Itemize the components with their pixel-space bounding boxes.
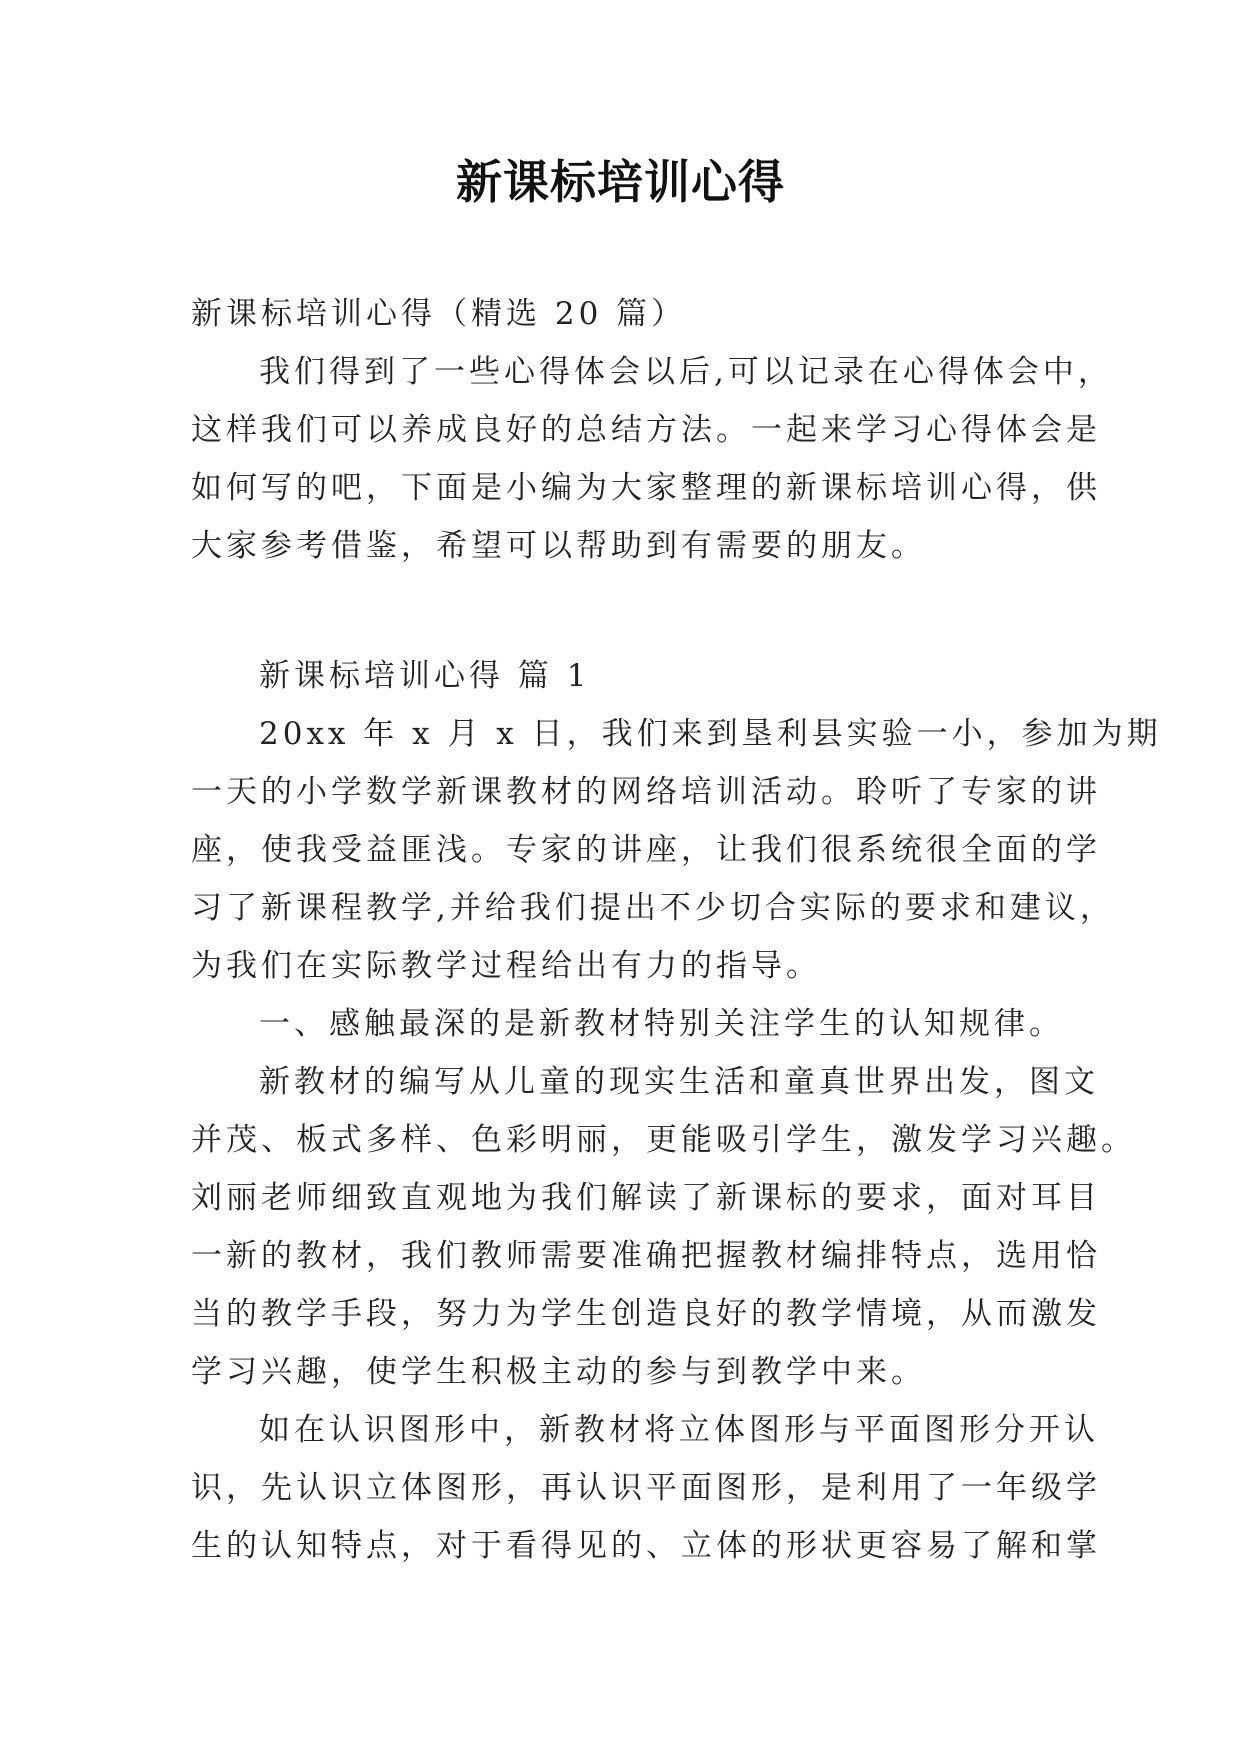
paragraph-line: 刘丽老师细致直观地为我们解读了新课标的要求，面对耳目 [191,1180,1101,1216]
paragraph-2 [191,1053,1136,1401]
document-body [191,285,1162,1575]
paragraph-line: 当的教学手段，努力为学生创造良好的教学情境，从而激发 [191,1296,1101,1332]
paragraph-line: 一天的小学数学新课教材的网络培训活动。聆听了专家的讲 [191,774,1101,810]
section-spacer [191,575,1053,647]
paragraph-line: 座，使我受益匪浅。专家的讲座，让我们很系统很全面的学 [191,832,1101,868]
paragraph-line: 习了新课程教学,并给我们提出不少切合实际的要求和建议， [191,890,1115,926]
paragraph-1 [191,705,1162,995]
paragraph-line: 这样我们可以养成良好的总结方法。一起来学习心得体会是 [191,412,1101,448]
paragraph-line: 我们得到了一些心得体会以后,可以记录在心得体会中， [259,354,1113,390]
document-title: 新课标培训心得 [456,155,785,209]
subtitle: 新课标培训心得（精选 20 篇） [191,296,687,332]
paragraph-line: 识，先认识立体图形，再认识平面图形，是利用了一年级学 [191,1470,1101,1506]
intro-paragraph [191,343,1113,575]
paragraph-line: 学习兴趣，使学生积极主动的参与到教学中来。 [191,1354,926,1390]
paragraph-line: 一新的教材，我们教师需要准确把握教材编排特点，选用恰 [191,1238,1101,1274]
paragraph-line: 新教材的编写从儿童的现实生活和童真世界出发，图文 [259,1064,1099,1100]
paragraph-line: 20xx 年 x 月 x 日，我们来到垦利县实验一小，参加为期 [259,716,1162,752]
paragraph-line: 大家参考借鉴，希望可以帮助到有需要的朋友。 [191,528,926,564]
paragraph-line: 如在认识图形中，新教材将立体图形与平面图形分开认 [259,1412,1099,1448]
paragraph-line: 并茂、板式多样、色彩明丽，更能吸引学生，激发学习兴趣。 [191,1122,1136,1158]
paragraph-line: 生的认知特点，对于看得见的、立体的形状更容易了解和掌 [191,1528,1101,1564]
point-heading: 一、感触最深的是新教材特别关注学生的认知规律。 [259,1006,1064,1042]
paragraph-line: 为我们在实际教学过程给出有力的指导。 [191,948,821,984]
section-heading: 新课标培训心得 篇 1 [259,658,591,694]
paragraph-line: 如何写的吧，下面是小编为大家整理的新课标培训心得，供 [191,470,1101,506]
paragraph-3 [191,1401,1101,1575]
